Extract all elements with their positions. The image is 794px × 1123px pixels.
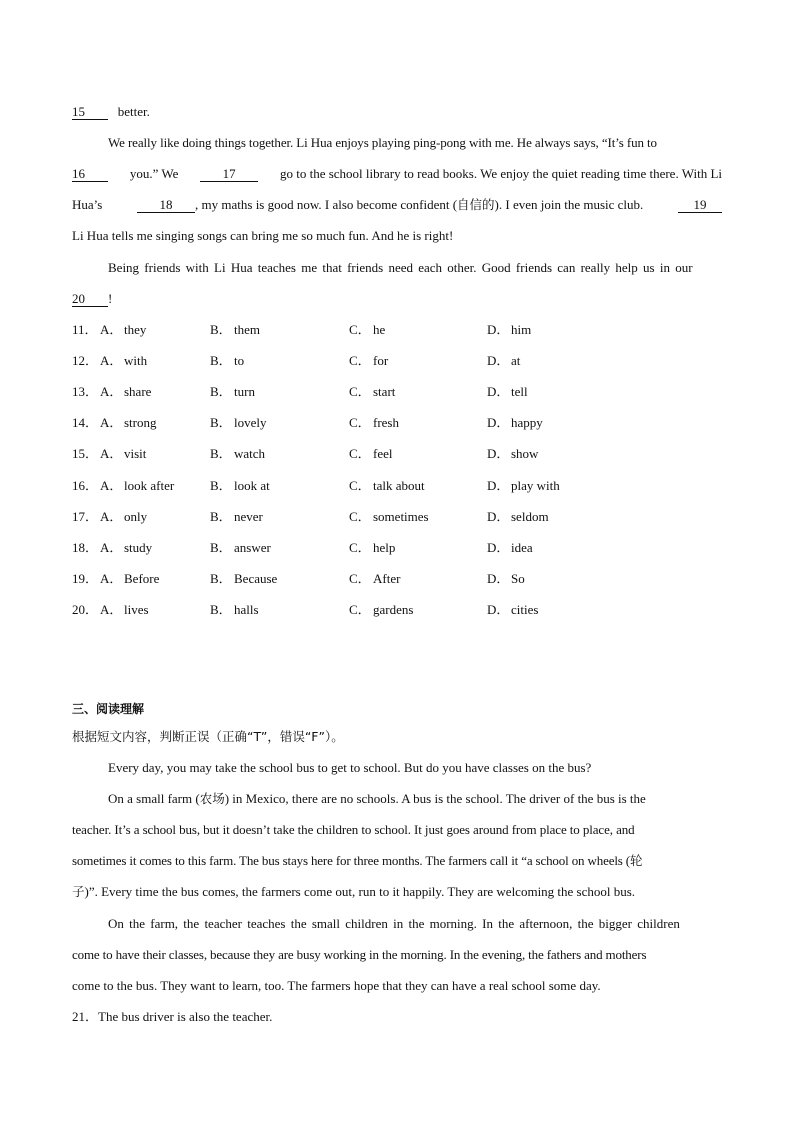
option-text: with	[124, 353, 148, 368]
option-letter: C．	[349, 478, 371, 493]
option-letter: B．	[210, 478, 232, 493]
option-letter: D．	[487, 353, 510, 368]
reading-line-1	[72, 759, 722, 777]
option-letter: B．	[210, 509, 232, 524]
option-a	[100, 570, 159, 588]
reading-text: ) in Mexico, there are no schools. A bus is the school. The driver of the bus is the	[224, 791, 646, 806]
option-text: Because	[234, 571, 278, 586]
option-text: gardens	[373, 602, 414, 617]
option-text: show	[511, 446, 539, 461]
option-letter: A．	[100, 509, 123, 524]
option-text: help	[373, 540, 396, 555]
reading-text: sometimes it comes to this farm. The bus stays here for three months. The farmers call it “a school on wheels (	[72, 853, 630, 868]
reading-text: teacher. It’s a school bus, but it doesn’t take the children to school. It just goes around from place to place, and	[72, 822, 635, 837]
option-row	[72, 383, 722, 401]
option-letter: D．	[487, 509, 510, 524]
option-letter: D．	[487, 384, 510, 399]
option-text: look after	[124, 478, 175, 493]
option-letter: B．	[210, 602, 232, 617]
option-row	[72, 352, 722, 370]
option-c	[349, 321, 385, 339]
option-letter: C．	[349, 571, 371, 586]
passage-text: !	[108, 291, 113, 306]
option-c	[349, 570, 400, 588]
option-text: them	[234, 322, 260, 337]
option-letter: A．	[100, 353, 123, 368]
option-letter: D．	[487, 478, 510, 493]
option-letter: A．	[100, 540, 123, 555]
passage-line-1	[72, 103, 722, 121]
option-letter: C．	[349, 415, 371, 430]
option-text: lives	[124, 602, 149, 617]
option-text: him	[511, 322, 532, 337]
passage-text: better.	[117, 104, 150, 119]
option-text: only	[124, 509, 148, 524]
reading-text: On a small farm (	[108, 791, 200, 806]
option-text: look at	[234, 478, 270, 493]
passage-text: go to the school library to read books. We enjoy the quiet reading time there. With Li	[279, 166, 722, 181]
option-text: tell	[511, 384, 528, 399]
passage-text: Hua’s	[72, 197, 103, 212]
option-letter: D．	[487, 322, 510, 337]
question-number: 16．	[72, 478, 99, 493]
option-letter: D．	[487, 415, 510, 430]
option-letter: A．	[100, 415, 123, 430]
option-text: cities	[511, 602, 539, 617]
reading-line-6	[72, 915, 722, 933]
option-letter: A．	[100, 602, 123, 617]
option-text: sometimes	[373, 509, 429, 524]
option-c	[349, 539, 395, 557]
option-text: share	[124, 384, 152, 399]
option-letter: B．	[210, 415, 232, 430]
option-c	[349, 414, 399, 432]
option-letter: D．	[487, 602, 510, 617]
passage-line-2	[72, 134, 722, 152]
option-letter: C．	[349, 353, 371, 368]
option-d	[487, 321, 531, 339]
option-text: to	[234, 353, 245, 368]
option-d	[487, 414, 543, 432]
option-text: turn	[234, 384, 255, 399]
question-number: 21．	[72, 1009, 99, 1024]
blank-18: 18	[137, 197, 195, 213]
question-number: 15．	[72, 446, 99, 461]
option-letter: B．	[210, 571, 232, 586]
option-row	[72, 445, 722, 463]
option-row	[72, 414, 722, 432]
passage-text: you.” We	[129, 166, 179, 181]
blank-19: 19	[678, 197, 722, 213]
option-a	[100, 383, 151, 401]
option-row	[72, 477, 722, 495]
option-d	[487, 445, 538, 463]
reading-text: On the farm, the teacher teaches the small children in the morning. In the afternoon, the bigger children	[108, 916, 680, 931]
question-number: 12．	[72, 353, 99, 368]
option-text: So	[511, 571, 525, 586]
question-number: 11．	[72, 322, 98, 337]
option-a	[100, 352, 147, 370]
option-text: halls	[234, 602, 259, 617]
reading-chinese-gloss: 农场	[199, 791, 225, 806]
reading-chinese-gloss: 子	[72, 884, 85, 899]
blank-17: 17	[200, 166, 258, 182]
option-text: strong	[124, 415, 157, 430]
option-b	[210, 352, 244, 370]
option-b	[210, 601, 259, 619]
option-letter: A．	[100, 384, 123, 399]
passage-line-7	[72, 290, 722, 308]
option-row	[72, 539, 722, 557]
option-d	[487, 570, 525, 588]
option-a	[100, 414, 157, 432]
option-row	[72, 570, 722, 588]
option-text: idea	[511, 540, 533, 555]
option-a	[100, 508, 147, 526]
option-row	[72, 601, 722, 619]
option-text: feel	[373, 446, 393, 461]
reading-line-2	[72, 790, 722, 808]
question-number: 20．	[72, 602, 99, 617]
option-text: happy	[511, 415, 543, 430]
question-text: The bus driver is also the teacher.	[98, 1009, 273, 1024]
option-letter: B．	[210, 384, 232, 399]
option-b	[210, 508, 263, 526]
passage-text: , my maths is good now. I also become confident (	[195, 197, 458, 212]
question-number: 17．	[72, 509, 99, 524]
option-a	[100, 539, 152, 557]
option-row	[72, 321, 722, 339]
question-number: 19．	[72, 571, 99, 586]
option-letter: B．	[210, 446, 232, 461]
option-c	[349, 508, 429, 526]
option-text: at	[511, 353, 521, 368]
option-letter: A．	[100, 571, 123, 586]
option-c	[349, 477, 425, 495]
option-d	[487, 601, 538, 619]
option-b	[210, 539, 271, 557]
reading-line-5	[72, 883, 722, 901]
option-b	[210, 321, 260, 339]
option-letter: A．	[100, 478, 123, 493]
reading-text: Every day, you may take the school bus to get to school. But do you have classes on the bus?	[108, 760, 592, 775]
option-a	[100, 601, 149, 619]
question-number: 14．	[72, 415, 99, 430]
option-a	[100, 321, 146, 339]
option-text: answer	[234, 540, 271, 555]
option-letter: B．	[210, 322, 232, 337]
reading-line-8	[72, 977, 722, 995]
section-title: 三、阅读理解	[72, 702, 145, 716]
passage-text: Being friends with Li Hua teaches me that friends need each other. Good friends can really help us in our	[108, 260, 693, 275]
option-b	[210, 414, 267, 432]
option-c	[349, 445, 392, 463]
passage-line-5	[72, 227, 722, 245]
option-text: play with	[511, 478, 560, 493]
document-page	[72, 0, 722, 1123]
reading-chinese-gloss: 轮	[629, 853, 643, 868]
option-text: visit	[124, 446, 147, 461]
option-b	[210, 570, 277, 588]
option-a	[100, 445, 146, 463]
passage-text: We really like doing things together. Li Hua enjoys playing ping-pong with me. He always says, “It’s fun to	[108, 135, 657, 150]
reading-line-3	[72, 821, 722, 839]
option-text: seldom	[511, 509, 549, 524]
option-letter: C．	[349, 322, 371, 337]
option-letter: D．	[487, 571, 510, 586]
option-letter: C．	[349, 384, 371, 399]
reading-text: )”. Every time the bus comes, the farmers come out, run to it happily. They are welcoming the school bus.	[84, 884, 636, 899]
question-number: 13．	[72, 384, 99, 399]
option-letter: D．	[487, 446, 510, 461]
option-text: After	[373, 571, 401, 586]
option-text: they	[124, 322, 147, 337]
option-text: never	[234, 509, 263, 524]
blank-20: 20	[72, 291, 108, 307]
option-text: he	[373, 322, 386, 337]
option-letter: C．	[349, 540, 371, 555]
option-letter: C．	[349, 602, 371, 617]
option-b	[210, 477, 270, 495]
option-d	[487, 352, 520, 370]
option-letter: C．	[349, 446, 371, 461]
option-text: watch	[234, 446, 266, 461]
option-text: talk about	[373, 478, 425, 493]
option-d	[487, 539, 533, 557]
option-letter: A．	[100, 446, 123, 461]
passage-text: ). I even join the music club.	[494, 197, 644, 212]
option-letter: B．	[210, 353, 232, 368]
option-text: Before	[124, 571, 160, 586]
option-row	[72, 508, 722, 526]
blank-16: 16	[72, 166, 108, 182]
option-c	[349, 352, 388, 370]
passage-text: Li Hua tells me singing songs can bring me so much fun. And he is right!	[72, 228, 454, 243]
reading-text: come to have their classes, because they are busy working in the morning. In the evening, the fathers and mothers	[72, 947, 647, 962]
option-letter: C．	[349, 509, 371, 524]
option-b	[210, 445, 265, 463]
option-a	[100, 477, 174, 495]
option-c	[349, 383, 395, 401]
option-letter: B．	[210, 540, 232, 555]
option-text: study	[124, 540, 153, 555]
passage-line-6	[72, 259, 722, 277]
passage-line-3	[72, 165, 722, 183]
option-d	[487, 477, 560, 495]
option-letter: D．	[487, 540, 510, 555]
reading-line-4	[72, 852, 722, 870]
reading-line-7	[72, 946, 722, 964]
option-text: start	[373, 384, 396, 399]
passage-line-4	[72, 196, 722, 214]
option-text: for	[373, 353, 389, 368]
option-text: fresh	[373, 415, 399, 430]
reading-text: come to the bus. They want to learn, too. The farmers hope that they can have a real school some day.	[72, 978, 601, 993]
option-letter: A．	[100, 322, 123, 337]
option-d	[487, 508, 549, 526]
option-b	[210, 383, 255, 401]
section-instruction: 根据短文内容，判断正误（正确“T”，错误“F”）。	[72, 729, 344, 744]
question-number: 18．	[72, 540, 99, 555]
blank-15: 15	[72, 104, 108, 120]
option-d	[487, 383, 528, 401]
question-21	[72, 1008, 722, 1026]
passage-chinese-gloss: 自信的	[457, 197, 495, 212]
option-c	[349, 601, 413, 619]
option-text: lovely	[234, 415, 267, 430]
